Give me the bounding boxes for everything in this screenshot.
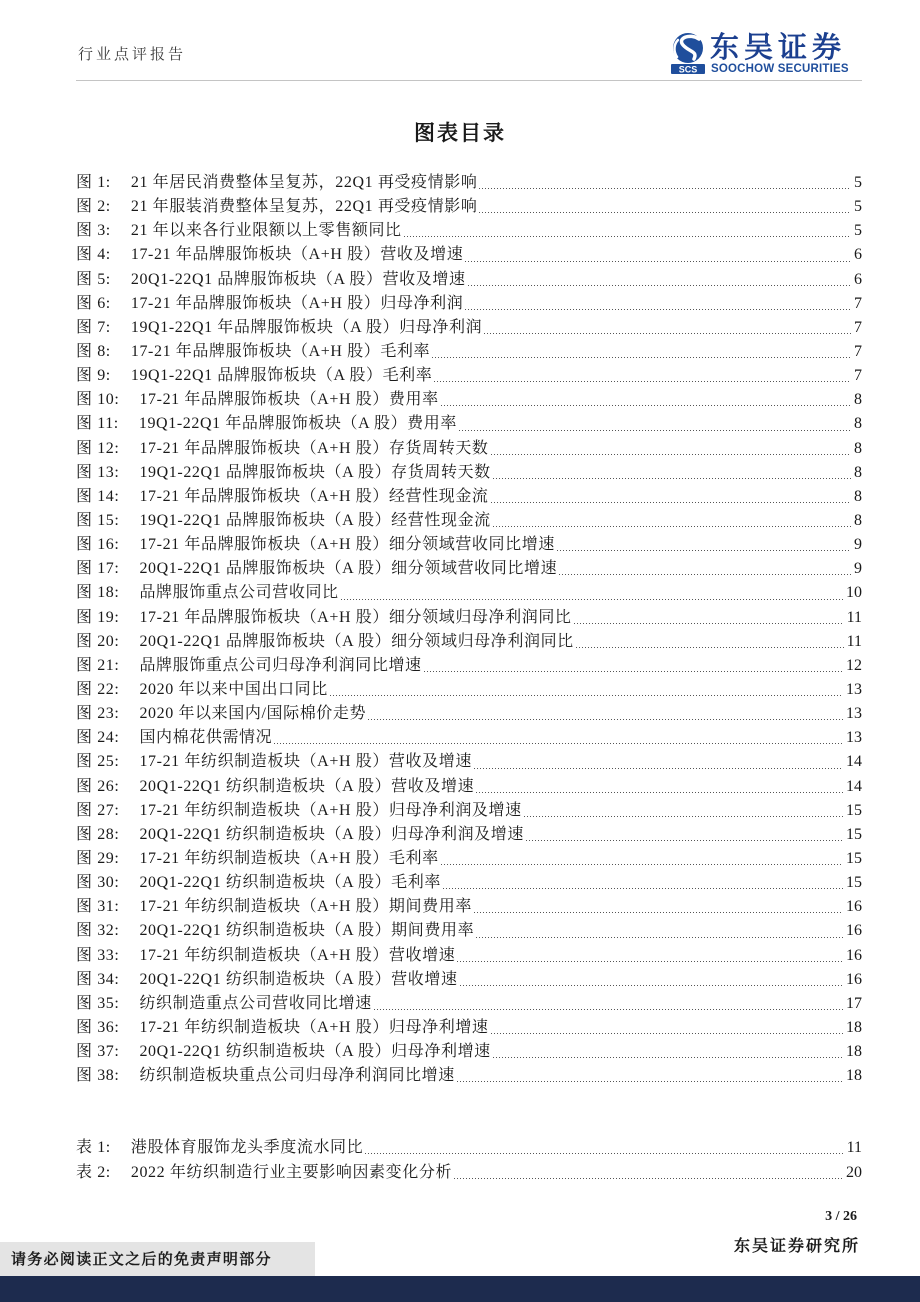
figure-entry-title: 19Q1-22Q1 年品牌服饰板块（A 股）费用率 [138,415,457,433]
figure-entry-36[interactable] [76,1016,862,1040]
figure-entry-title: 19Q1-22Q1 品牌服饰板块（A 股）毛利率 [130,367,433,385]
figure-entry-page-number: 17 [846,994,862,1012]
figure-entry-title: 20Q1-22Q1 纺织制造板块（A 股）归母净利增速 [139,1043,491,1061]
figure-entry-title: 20Q1-22Q1 纺织制造板块（A 股）归母净利润及增速 [139,825,524,843]
figure-entry-page-number: 8 [854,439,862,457]
table-dot-leader [454,1160,843,1185]
figure-entry-page-number: 14 [846,753,862,771]
figure-dot-leader [476,775,843,799]
figure-entry-label: 图 19: [76,608,120,626]
figure-dot-leader [341,581,843,605]
figure-entry-title: 17-21 年品牌服饰板块（A+H 股）细分领域营收同比增速 [139,536,555,554]
figure-entry-page-number: 14 [846,777,862,795]
figure-dot-leader [330,678,843,702]
figure-entry-page-number: 5 [854,198,862,216]
figure-dot-leader [274,726,843,750]
figure-entry-page-number: 6 [854,246,862,264]
figure-dot-leader [526,823,843,847]
figure-dot-leader [493,1040,843,1064]
page-title: 图表目录 [414,121,506,145]
figure-entry-title: 国内棉花供需情况 [139,729,273,747]
figure-entry-title: 17-21 年纺织制造板块（A+H 股）毛利率 [139,849,439,867]
figure-entry-label: 图 13: [76,463,120,481]
figure-entry-13[interactable] [76,461,862,485]
figure-entry-title: 20Q1-22Q1 纺织制造板块（A 股）期间费用率 [139,922,475,940]
figure-entry-6[interactable] [76,292,862,316]
figure-entry-page-number: 12 [846,656,862,674]
figure-entry-page-number: 13 [846,705,862,723]
figure-entry-38[interactable] [76,1064,862,1088]
figure-dot-leader [559,557,851,581]
figure-entry-title: 21 年以来各行业限额以上零售额同比 [130,222,402,240]
figure-entry-4[interactable] [76,243,862,267]
figure-entry-title: 2020 年以来国内/国际棉价走势 [139,705,367,723]
table-entry-label: 表 1: [76,1139,111,1156]
figure-entry-page-number: 7 [854,367,862,385]
figure-dot-leader [474,750,843,774]
figure-dot-leader [459,412,851,436]
figure-dot-leader [524,799,843,823]
figure-entry-label: 图 4: [76,246,111,264]
figure-dot-leader [374,992,843,1016]
figure-entry-page-number: 8 [854,415,862,433]
disclaimer-box [0,1242,315,1276]
figure-entry-14[interactable] [76,485,862,509]
figure-entry-label: 图 8: [76,342,111,360]
figure-dot-leader [576,630,844,654]
figure-dot-leader [441,388,851,412]
figure-entry-label: 图 21: [76,656,120,674]
figure-entry-31[interactable] [76,895,862,919]
figure-entry-label: 图 29: [76,849,120,867]
figure-entry-title: 20Q1-22Q1 品牌服饰板块（A 股）细分领域归母净利润同比 [139,632,574,650]
figure-entry-label: 图 10: [76,391,120,409]
company-logo-name-cn: 东吴证券 [710,30,847,64]
figure-entry-2[interactable] [76,195,862,219]
figure-entry-title: 17-21 年品牌服饰板块（A+H 股）细分领域归母净利润同比 [139,608,572,626]
figure-dot-leader [474,895,843,919]
figure-dot-leader [468,268,851,292]
company-logo-name-en: SOOCHOW SECURITIES [711,63,849,75]
figure-dot-leader [404,219,851,243]
figure-entry-label: 图 20: [76,632,120,650]
figure-dot-leader [460,968,843,992]
table-entry-title: 港股体育服饰龙头季度流水同比 [130,1139,364,1156]
institute-name: 东吴证券研究所 [733,1238,860,1255]
figure-entry-page-number: 5 [854,174,862,191]
figure-entry-label: 图 22: [76,680,120,698]
figure-dot-leader [479,171,851,195]
figure-index-list [76,171,862,1088]
figure-entry-page-number: 16 [846,898,862,916]
figure-entry-11[interactable] [76,412,862,436]
figure-entry-page-number: 18 [846,1067,862,1085]
figure-entry-1[interactable] [76,171,862,195]
figure-entry-label: 图 2: [76,198,111,216]
figure-entry-37[interactable] [76,1040,862,1064]
table-entry-1[interactable] [76,1135,862,1160]
figure-dot-leader [424,654,843,678]
figure-entry-page-number: 6 [854,270,862,288]
figure-entry-title: 20Q1-22Q1 品牌服饰板块（A 股）营收及增速 [130,270,466,288]
figure-entry-label: 图 3: [76,222,111,240]
figure-entry-title: 20Q1-22Q1 纺织制造板块（A 股）毛利率 [139,874,441,892]
figure-entry-page-number: 7 [854,294,862,312]
figure-entry-12[interactable] [76,437,862,461]
figure-entry-title: 17-21 年纺织制造板块（A+H 股）期间费用率 [139,898,472,916]
figure-entry-title: 17-21 年品牌服饰板块（A+H 股）存货周转天数 [139,439,489,457]
figure-entry-26[interactable] [76,775,862,799]
figure-entry-label: 图 26: [76,777,120,795]
figure-dot-leader [432,340,851,364]
figure-entry-label: 图 1: [76,174,111,191]
figure-entry-page-number: 13 [846,680,862,698]
figure-entry-label: 图 34: [76,970,120,988]
table-dot-leader [365,1135,843,1160]
figure-entry-label: 图 25: [76,753,120,771]
figure-entry-21[interactable] [76,654,862,678]
figure-entry-label: 图 5: [76,270,111,288]
figure-entry-label: 图 17: [76,560,120,578]
figure-entry-title: 17-21 年品牌服饰板块（A+H 股）归母净利润 [130,294,464,312]
figure-entry-29[interactable] [76,847,862,871]
figure-entry-label: 图 15: [76,511,120,529]
figure-entry-title: 纺织制造重点公司营收同比增速 [139,994,372,1012]
figure-entry-page-number: 9 [854,536,862,554]
figure-dot-leader [491,1016,843,1040]
figure-dot-leader [441,847,843,871]
figure-entry-20[interactable] [76,630,862,654]
table-index-list [76,1135,862,1185]
figure-entry-33[interactable] [76,944,862,968]
figure-entry-label: 图 6: [76,294,111,312]
figure-entry-title: 纺织制造板块重点公司归母净利润同比增速 [139,1067,455,1085]
figure-entry-label: 图 35: [76,994,120,1012]
figure-entry-label: 图 16: [76,536,120,554]
figure-entry-page-number: 16 [846,946,862,964]
disclaimer-notice: 请务必阅读正文之后的免责声明部分 [11,1250,272,1268]
figure-entry-23[interactable] [76,702,862,726]
figure-entry-18[interactable] [76,581,862,605]
figure-entry-title: 品牌服饰重点公司营收同比 [139,584,339,602]
figure-entry-label: 图 9: [76,367,111,385]
figure-entry-label: 图 12: [76,439,120,457]
figure-entry-title: 17-21 年品牌服饰板块（A+H 股）费用率 [139,391,439,409]
figure-dot-leader [457,1064,843,1088]
figure-entry-page-number: 16 [846,922,862,940]
figure-entry-27[interactable] [76,799,862,823]
figure-entry-page-number: 15 [846,801,862,819]
figure-entry-25[interactable] [76,750,862,774]
figure-entry-22[interactable] [76,678,862,702]
figure-entry-page-number: 8 [854,391,862,409]
figure-entry-35[interactable] [76,992,862,1016]
figure-entry-page-number: 8 [854,487,862,505]
footer-color-bar [0,1276,920,1302]
figure-entry-title: 19Q1-22Q1 年品牌服饰板块（A 股）归母净利润 [130,318,483,336]
figure-entry-24[interactable] [76,726,862,750]
figure-entry-title: 20Q1-22Q1 纺织制造板块（A 股）营收增速 [139,970,458,988]
page-indicator: 3 / 26 [825,1209,857,1224]
table-entry-2[interactable] [76,1160,862,1185]
figure-entry-page-number: 13 [846,729,862,747]
figure-entry-label: 图 28: [76,825,120,843]
figure-entry-34[interactable] [76,968,862,992]
figure-dot-leader [465,243,851,267]
figure-entry-page-number: 11 [846,632,862,650]
figure-entry-page-number: 5 [854,222,862,240]
figure-dot-leader [493,461,851,485]
figure-entry-page-number: 18 [846,1043,862,1061]
figure-entry-title: 20Q1-22Q1 品牌服饰板块（A 股）细分领域营收同比增速 [139,560,558,578]
figure-entry-title: 品牌服饰重点公司归母净利润同比增速 [139,656,422,674]
figure-dot-leader [457,944,843,968]
figure-entry-label: 图 37: [76,1043,120,1061]
figure-entry-label: 图 27: [76,801,120,819]
figure-entry-page-number: 7 [854,342,862,360]
figure-dot-leader [476,919,843,943]
figure-entry-8[interactable] [76,340,862,364]
figure-entry-page-number: 18 [846,1018,862,1036]
figure-entry-page-number: 15 [846,874,862,892]
figure-entry-page-number: 16 [846,970,862,988]
figure-entry-label: 图 14: [76,487,120,505]
figure-entry-page-number: 11 [846,608,862,626]
figure-entry-title: 19Q1-22Q1 品牌服饰板块（A 股）经营性现金流 [139,511,491,529]
figure-entry-28[interactable] [76,823,862,847]
figure-entry-title: 17-21 年品牌服饰板块（A+H 股）经营性现金流 [139,487,489,505]
figure-entry-label: 图 7: [76,318,111,336]
figure-entry-7[interactable] [76,316,862,340]
figure-entry-label: 图 18: [76,584,120,602]
figure-entry-5[interactable] [76,268,862,292]
figure-entry-16[interactable] [76,533,862,557]
figure-entry-title: 20Q1-22Q1 纺织制造板块（A 股）营收及增速 [139,777,475,795]
table-entry-page-number: 11 [846,1139,862,1156]
report-type-label: 行业点评报告 [78,47,187,63]
figure-entry-title: 19Q1-22Q1 品牌服饰板块（A 股）存货周转天数 [139,463,491,481]
figure-entry-page-number: 15 [846,825,862,843]
company-logo-mark [668,32,708,74]
figure-dot-leader [574,606,844,630]
figure-entry-label: 图 33: [76,946,120,964]
figure-entry-label: 图 11: [76,415,119,433]
figure-entry-title: 21 年居民消费整体呈复苏，22Q1 再受疫情影响 [130,174,478,191]
figure-entry-label: 图 36: [76,1018,120,1036]
figure-dot-leader [493,509,851,533]
figure-dot-leader [484,316,851,340]
figure-entry-label: 图 30: [76,874,120,892]
header-divider [76,80,862,81]
figure-dot-leader [443,871,843,895]
figure-entry-title: 17-21 年品牌服饰板块（A+H 股）毛利率 [130,342,431,360]
figure-dot-leader [491,485,851,509]
table-entry-title: 2022 年纺织制造行业主要影响因素变化分析 [130,1164,453,1181]
figure-entry-title: 21 年服装消费整体呈复苏，22Q1 再受疫情影响 [130,198,478,216]
figure-dot-leader [557,533,851,557]
figure-entry-page-number: 9 [854,560,862,578]
figure-entry-15[interactable] [76,509,862,533]
figure-entry-title: 2020 年以来中国出口同比 [139,680,328,698]
figure-entry-10[interactable] [76,388,862,412]
figure-dot-leader [434,364,851,388]
figure-entry-title: 17-21 年品牌服饰板块（A+H 股）营收及增速 [130,246,464,264]
figure-entry-32[interactable] [76,919,862,943]
figure-dot-leader [491,437,851,461]
figure-entry-19[interactable] [76,606,862,630]
figure-entry-9[interactable] [76,364,862,388]
figure-entry-3[interactable] [76,219,862,243]
figure-entry-title: 17-21 年纺织制造板块（A+H 股）归母净利润及增速 [139,801,522,819]
figure-entry-page-number: 7 [854,318,862,336]
figure-entry-page-number: 10 [846,584,862,602]
figure-entry-title: 17-21 年纺织制造板块（A+H 股）营收及增速 [139,753,472,771]
figure-entry-label: 图 31: [76,898,120,916]
figure-entry-page-number: 8 [854,463,862,481]
figure-entry-17[interactable] [76,557,862,581]
figure-entry-title: 17-21 年纺织制造板块（A+H 股）营收增速 [139,946,456,964]
figure-entry-title: 17-21 年纺织制造板块（A+H 股）归母净利增速 [139,1018,489,1036]
figure-entry-page-number: 8 [854,511,862,529]
figure-entry-label: 图 24: [76,729,120,747]
figure-entry-label: 图 32: [76,922,120,940]
figure-entry-30[interactable] [76,871,862,895]
figure-entry-page-number: 15 [846,849,862,867]
figure-entry-label: 图 23: [76,705,120,723]
table-entry-label: 表 2: [76,1164,111,1181]
figure-dot-leader [465,292,851,316]
figure-entry-label: 图 38: [76,1067,120,1085]
table-entry-page-number: 20 [846,1164,862,1181]
figure-dot-leader [368,702,843,726]
figure-dot-leader [479,195,851,219]
logo-mark-lettering: SCS [678,64,698,74]
